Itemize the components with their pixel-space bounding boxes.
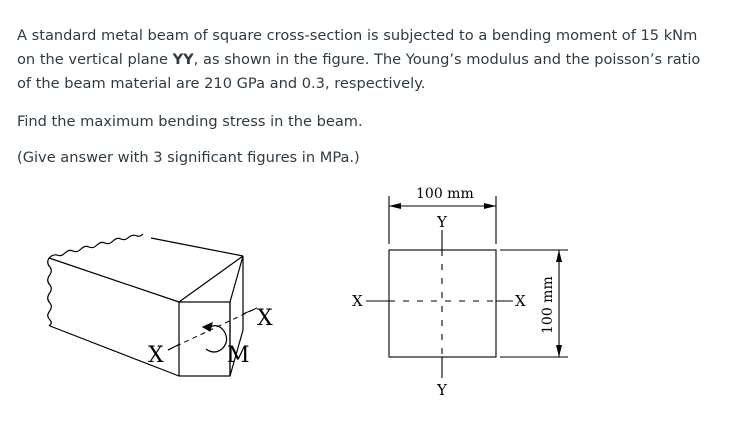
- height-arrow-bottom: [556, 345, 562, 357]
- section-x-label-left: X: [352, 292, 363, 310]
- beam-3d: [48, 234, 243, 376]
- intro-part2: , as shown in the figure. The Young’s modulus and the poisson’s ratio of the beam material are 210 GPa and 0.3, respectively.: [17, 51, 701, 92]
- question-text: [17, 24, 717, 170]
- beam-figure-svg: [0, 180, 729, 422]
- beam-top-back-edge: [151, 238, 243, 256]
- width-arrow-right: [484, 203, 496, 209]
- beam-front-top-right: [179, 256, 243, 302]
- width-dim-label: 100 mm: [416, 186, 474, 202]
- beam-wavy-left-edge: [48, 258, 52, 326]
- beam-moment-label: M: [227, 343, 250, 368]
- question-find: Find the maximum bending stress in the beam.: [17, 113, 363, 130]
- beam-figure: [0, 180, 729, 422]
- beam-top-edge: [49, 258, 179, 302]
- question-instructions: (Give answer with 3 significant figures in MPa.): [17, 149, 360, 166]
- beam-x-axis-line-out2: [243, 308, 257, 314]
- intro-part1: A standard metal beam of square cross-section is subjected to a bending moment of 15 kNm on the vertical plane: [17, 27, 698, 68]
- width-arrow-left: [389, 203, 401, 209]
- intro-plane-bold: YY: [172, 51, 194, 68]
- moment-arrowhead: [203, 323, 212, 331]
- beam-wavy-top-edge: [49, 234, 143, 258]
- beam-x-label-left: X: [148, 343, 164, 368]
- section-y-label-top: Y: [437, 213, 447, 231]
- height-arrow-top: [556, 250, 562, 262]
- dimension-arrowheads: [389, 203, 562, 357]
- beam-x-label-right: X: [257, 306, 273, 331]
- question-intro: [17, 24, 717, 96]
- moment-arrow: [203, 323, 227, 352]
- beam-front-face: [179, 302, 230, 376]
- beam-x-axis-line-out: [168, 344, 180, 350]
- height-dim-label: 100 mm: [540, 276, 556, 334]
- cross-section: [366, 196, 568, 378]
- section-y-label-bottom: Y: [437, 381, 447, 399]
- section-x-label-right: X: [515, 292, 526, 310]
